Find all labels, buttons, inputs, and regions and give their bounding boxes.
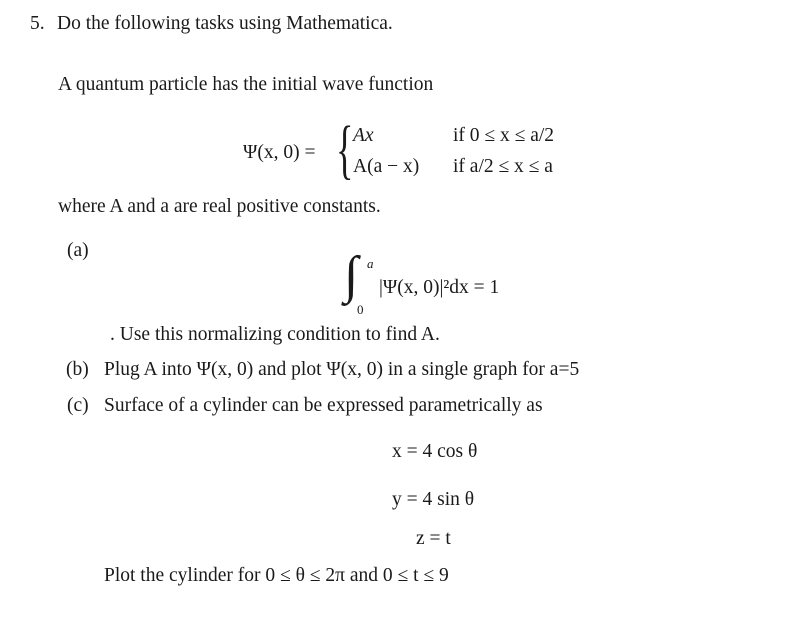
part-a-text: . Use this normalizing condition to find A. <box>110 324 440 345</box>
final-instruction: Plot the cylinder for 0 ≤ θ ≤ 2π and 0 ≤ t ≤ 9 <box>104 565 449 586</box>
left-brace: { <box>336 113 354 186</box>
integral-body: |Ψ(x, 0)|²dx = 1 <box>379 277 500 298</box>
part-c-label: (c) <box>67 395 89 416</box>
part-a-label: (a) <box>67 240 89 261</box>
problem-number: 5. <box>30 13 45 34</box>
part-b-text: Plug A into Ψ(x, 0) and plot Ψ(x, 0) in a single graph for a=5 <box>104 359 580 380</box>
integral-sign: ∫ <box>344 247 359 304</box>
part-b-label: (b) <box>66 359 89 380</box>
case2-expression: A(a − x) <box>353 156 420 177</box>
constants-note: where A and a are real positive constants. <box>58 196 381 217</box>
equation-z: z = t <box>416 528 451 549</box>
case1-condition: if 0 ≤ x ≤ a/2 <box>453 125 555 146</box>
wave-function-lhs: Ψ(x, 0) = <box>243 142 316 163</box>
case1-expression: Ax <box>353 125 374 146</box>
case2-condition: if a/2 ≤ x ≤ a <box>453 156 553 177</box>
integral-upper-limit: a <box>367 256 374 271</box>
problem-title: Do the following tasks using Mathematica. <box>57 13 393 34</box>
equation-x: x = 4 cos θ <box>392 441 478 462</box>
integral-lower-limit: 0 <box>357 302 364 317</box>
intro-text: A quantum particle has the initial wave function <box>58 74 434 95</box>
equation-y: y = 4 sin θ <box>392 489 475 510</box>
part-c-text: Surface of a cylinder can be expressed parametrically as <box>104 395 543 416</box>
